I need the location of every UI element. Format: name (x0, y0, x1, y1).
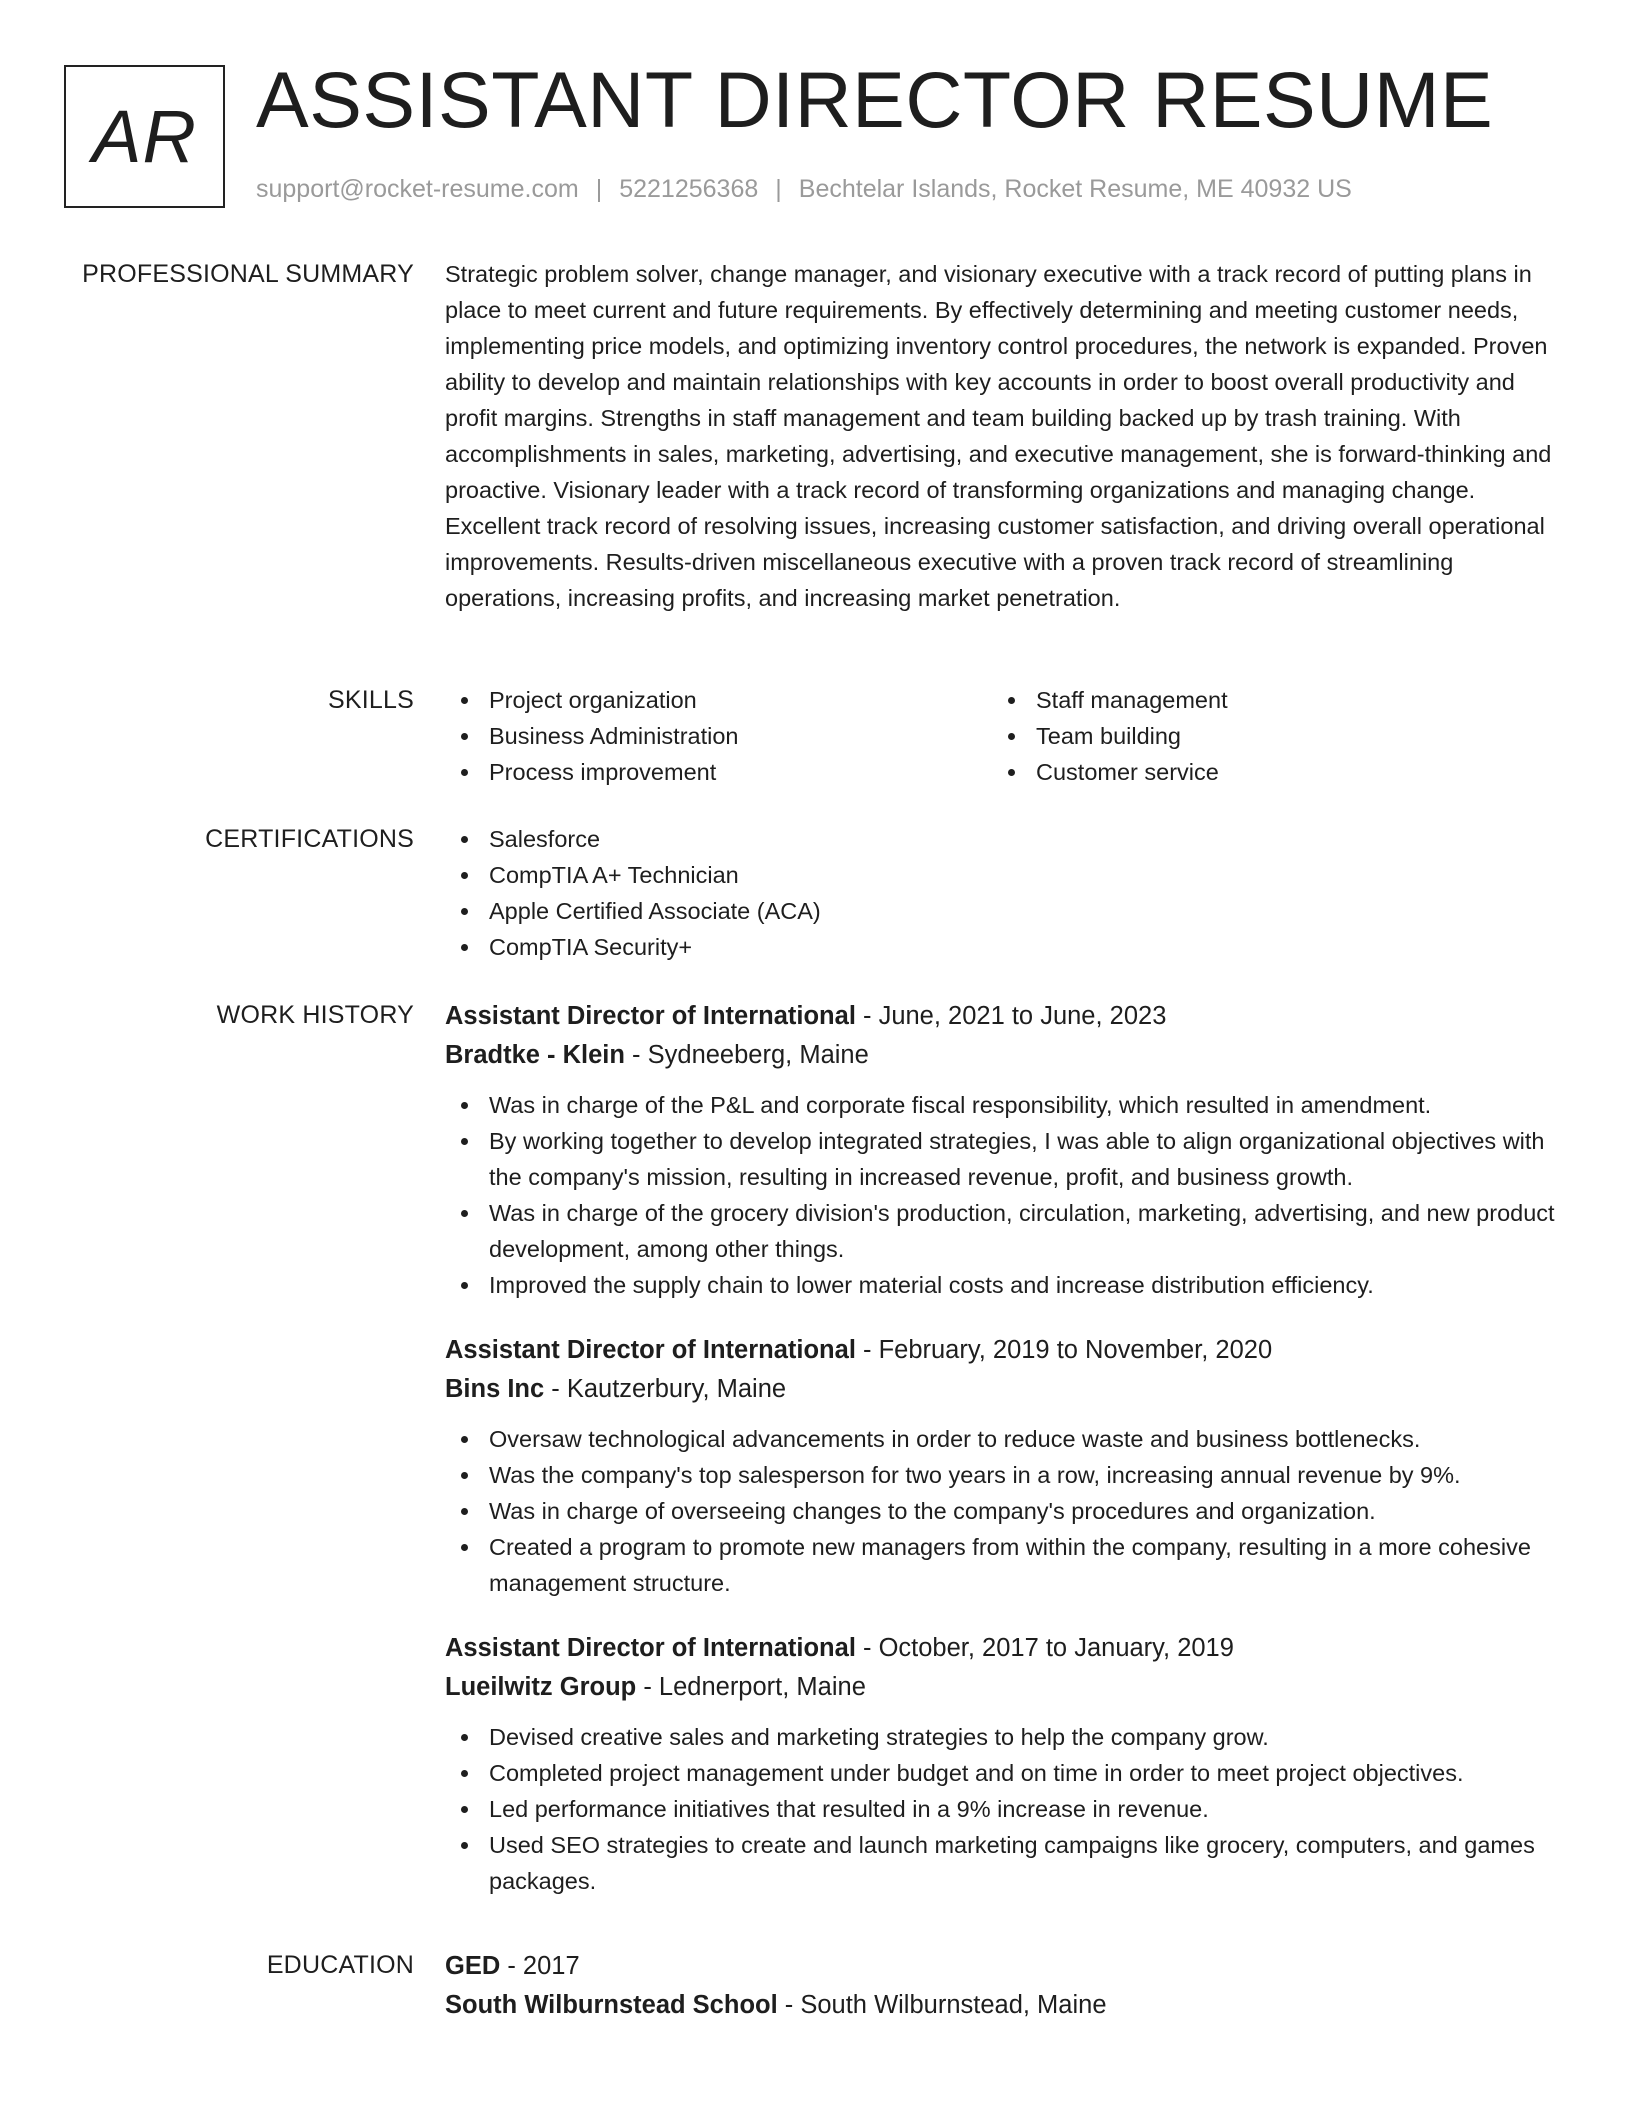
job-dates: - October, 2017 to January, 2019 (855, 1634, 1234, 1662)
work-history-content (445, 997, 1560, 1899)
job-title: Assistant Director of International (445, 1336, 856, 1364)
job-entry (445, 997, 1560, 1303)
job-bullets (445, 1421, 1560, 1601)
education-school: South Wilburnstead School (445, 1991, 778, 2019)
summary-text: Strategic problem solver, change manager, and visionary executive with a track record of putting plans in place to meet current and future requirements. By effectively determining and meeting customer needs, implementing price models, and optimizing inventory control procedures, the network is expanded. Proven ability to develop and maintain relationships with key accounts in order to boost overall productivity and profit margins. Strengths in staff management and team building backed up by trash training. With accomplishments in sales, marketing, advertising, and executive management, she is forward-thinking and proactive. Visionary leader with a track record of transforming organizations and managing change. Excellent track record of resolving issues, increasing customer satisfaction, and driving overall operational improvements. Results-driven miscellaneous executive with a proven track record of streamlining operations, increasing profits, and increasing market penetration. (445, 261, 1552, 611)
skills-label: SKILLS (328, 686, 414, 714)
certifications-list (445, 821, 1560, 965)
resume-title: ASSISTANT DIRECTOR RESUME (256, 55, 1494, 144)
skills-grid (445, 682, 1560, 790)
job-company: Bins Inc (445, 1375, 545, 1403)
education-location: - South Wilburnstead, Maine (777, 1991, 1107, 2019)
job-title-line (445, 1629, 1560, 1668)
job-bullet: Improved the supply chain to lower material costs and increase distribution efficiency. (445, 1267, 1560, 1303)
skill-item: Process improvement (445, 754, 992, 790)
job-bullet: By working together to develop integrated strategies, I was able to align organizational objectives with the company's mission, resulting in increased revenue, profit, and business growth. (445, 1123, 1560, 1195)
certification-item: CompTIA Security+ (445, 929, 1560, 965)
contact-separator: | (775, 175, 782, 203)
contact-separator: | (595, 175, 603, 203)
skill-item: Project organization (445, 682, 992, 718)
skill-item: Team building (992, 718, 1539, 754)
monogram-initials: AR (92, 95, 197, 178)
job-company-line (445, 1036, 1560, 1075)
job-company: Lueilwitz Group (445, 1673, 637, 1701)
education-degree-line (445, 1947, 1560, 1986)
job-bullets (445, 1087, 1560, 1303)
skill-item: Staff management (992, 682, 1539, 718)
job-bullet: Completed project management under budget and on time in order to meet project objectives. (445, 1755, 1560, 1791)
contact-email: support@rocket-resume.com (256, 175, 579, 203)
summary-label: PROFESSIONAL SUMMARY (82, 260, 414, 288)
job-bullet: Was in charge of the grocery division's production, circulation, marketing, advertising, and new product development, among other things. (445, 1195, 1560, 1267)
work-history-label: WORK HISTORY (216, 1001, 414, 1029)
contact-phone: 5221256368 (619, 175, 759, 203)
certifications-label: CERTIFICATIONS (205, 825, 414, 853)
job-location: - Sydneeberg, Maine (624, 1041, 869, 1069)
job-entry (445, 1331, 1560, 1601)
job-dates: - June, 2021 to June, 2023 (855, 1002, 1167, 1030)
education-degree: GED (445, 1952, 501, 1980)
job-title-line (445, 997, 1560, 1036)
job-bullet: Devised creative sales and marketing strategies to help the company grow. (445, 1719, 1560, 1755)
education-year: - 2017 (500, 1952, 580, 1980)
job-entry (445, 1629, 1560, 1899)
job-bullet: Oversaw technological advancements in order to reduce waste and business bottlenecks. (445, 1421, 1560, 1457)
job-bullet: Led performance initiatives that resulted in a 9% increase in revenue. (445, 1791, 1560, 1827)
job-title: Assistant Director of International (445, 1002, 856, 1030)
education-label: EDUCATION (266, 1951, 414, 1979)
job-bullet: Was in charge of overseeing changes to the company's procedures and organization. (445, 1493, 1560, 1529)
certification-item: CompTIA A+ Technician (445, 857, 1560, 893)
job-location: - Lednerport, Maine (636, 1673, 866, 1701)
job-bullet: Was the company's top salesperson for two years in a row, increasing annual revenue by 9%. (445, 1457, 1560, 1493)
job-bullet: Used SEO strategies to create and launch marketing campaigns like grocery, computers, and games packages. (445, 1827, 1560, 1899)
job-company: Bradtke - Klein (445, 1041, 625, 1069)
certification-item: Salesforce (445, 821, 1560, 857)
job-dates: - February, 2019 to November, 2020 (855, 1336, 1273, 1364)
education-school-line (445, 1986, 1560, 2025)
job-company-line (445, 1370, 1560, 1409)
job-title: Assistant Director of International (445, 1634, 856, 1662)
job-bullet: Created a program to promote new managers from within the company, resulting in a more cohesive management structure. (445, 1529, 1560, 1601)
job-title-line (445, 1331, 1560, 1370)
job-bullets (445, 1719, 1560, 1899)
skills-column-2 (992, 682, 1539, 790)
education-content (445, 1947, 1560, 2025)
contact-line (256, 175, 1352, 204)
monogram-box (64, 65, 225, 208)
job-bullet: Was in charge of the P&L and corporate fiscal responsibility, which resulted in amendment. (445, 1087, 1560, 1123)
certification-item: Apple Certified Associate (ACA) (445, 893, 1560, 929)
skill-item: Business Administration (445, 718, 992, 754)
skills-column-1 (445, 682, 992, 790)
job-company-line (445, 1668, 1560, 1707)
skill-item: Customer service (992, 754, 1539, 790)
job-location: - Kautzerbury, Maine (544, 1375, 787, 1403)
contact-address: Bechtelar Islands, Rocket Resume, ME 40932 US (798, 175, 1352, 203)
